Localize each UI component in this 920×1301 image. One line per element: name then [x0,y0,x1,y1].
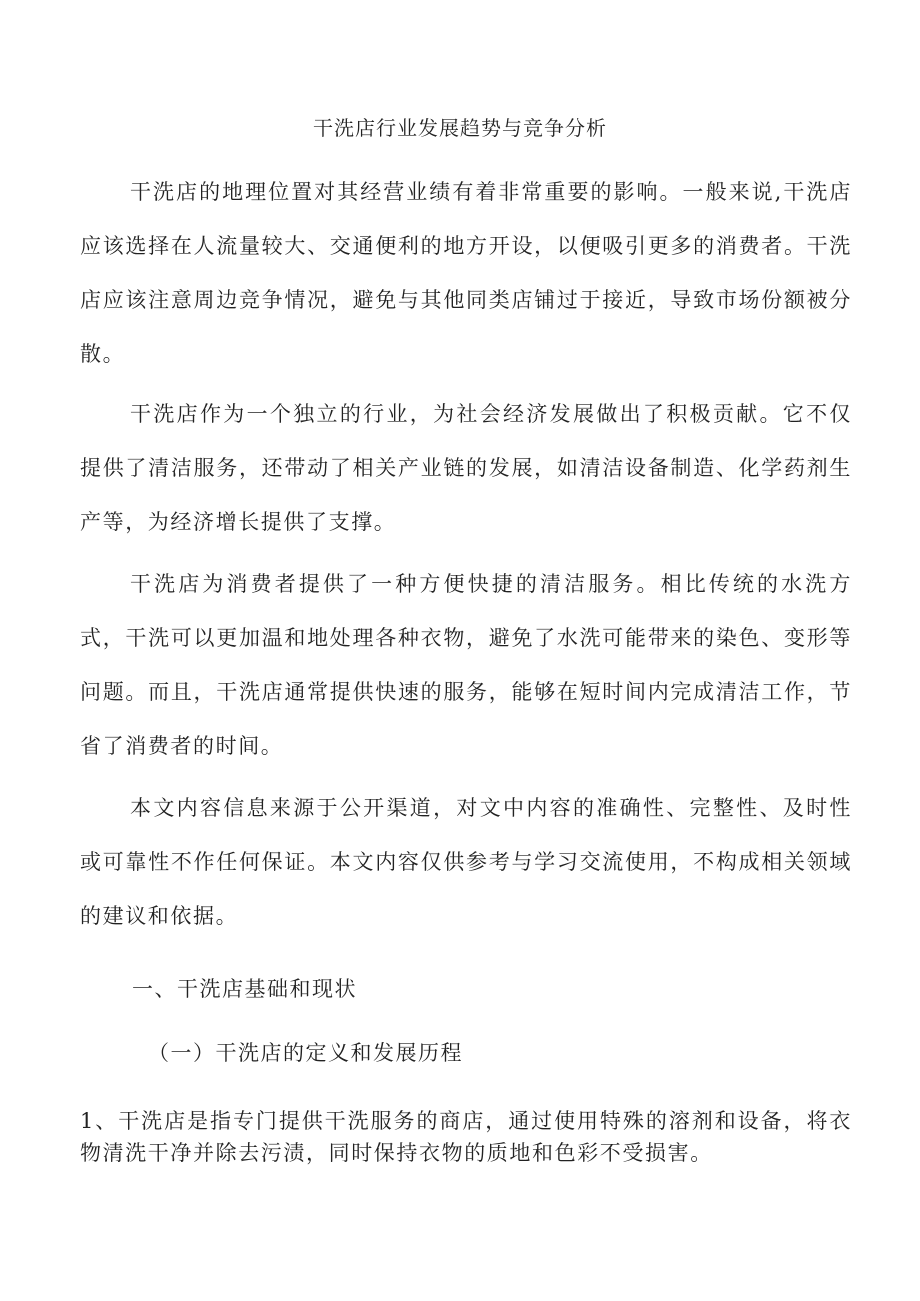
paragraph-location: 干洗店的地理位置对其经营业绩有着非常重要的影响。一般来说,干洗店应该选择在人流量较大、交通便利的地方开设，以便吸引更多的消费者。干洗店应该注意周边竞争情况，避免与其他同类店铺过于接近，导致市场份额被分散。 [80,180,852,366]
paragraph-consumer-service: 干洗店为消费者提供了一种方便快捷的清洁服务。相比传统的水洗方式，干洗可以更加温和地处理各种衣物，避免了水洗可能带来的染色、变形等问题。而且，干洗店通常提供快速的服务，能够在短时间内完成清洁工作，节省了消费者的时间。 [80,572,852,758]
subsection-heading: （一）干洗店的定义和发展历程 [148,1041,463,1065]
section-heading: 一、干洗店基础和现状 [132,977,357,1001]
document-title: 干洗店行业发展趋势与竞争分析 [313,116,607,140]
paragraph-disclaimer: 本文内容信息来源于公开渠道，对文中内容的准确性、完整性、及时性或可靠性不作任何保证。本文内容仅供参考与学习交流使用，不构成相关领域的建议和依据。 [80,796,852,928]
paragraph-industry-contribution: 干洗店作为一个独立的行业，为社会经济发展做出了积极贡献。它不仅提供了清洁服务，还带动了相关产业链的发展，如清洁设备制造、化学药剂生产等，为经济增长提供了支撑。 [80,402,852,534]
list-item-definition: 1、干洗店是指专门提供干洗服务的商店，通过使用特殊的溶剂和设备，将衣物清洗干净并除去污渍，同时保持衣物的质地和色彩不受损害。 [80,1109,852,1165]
